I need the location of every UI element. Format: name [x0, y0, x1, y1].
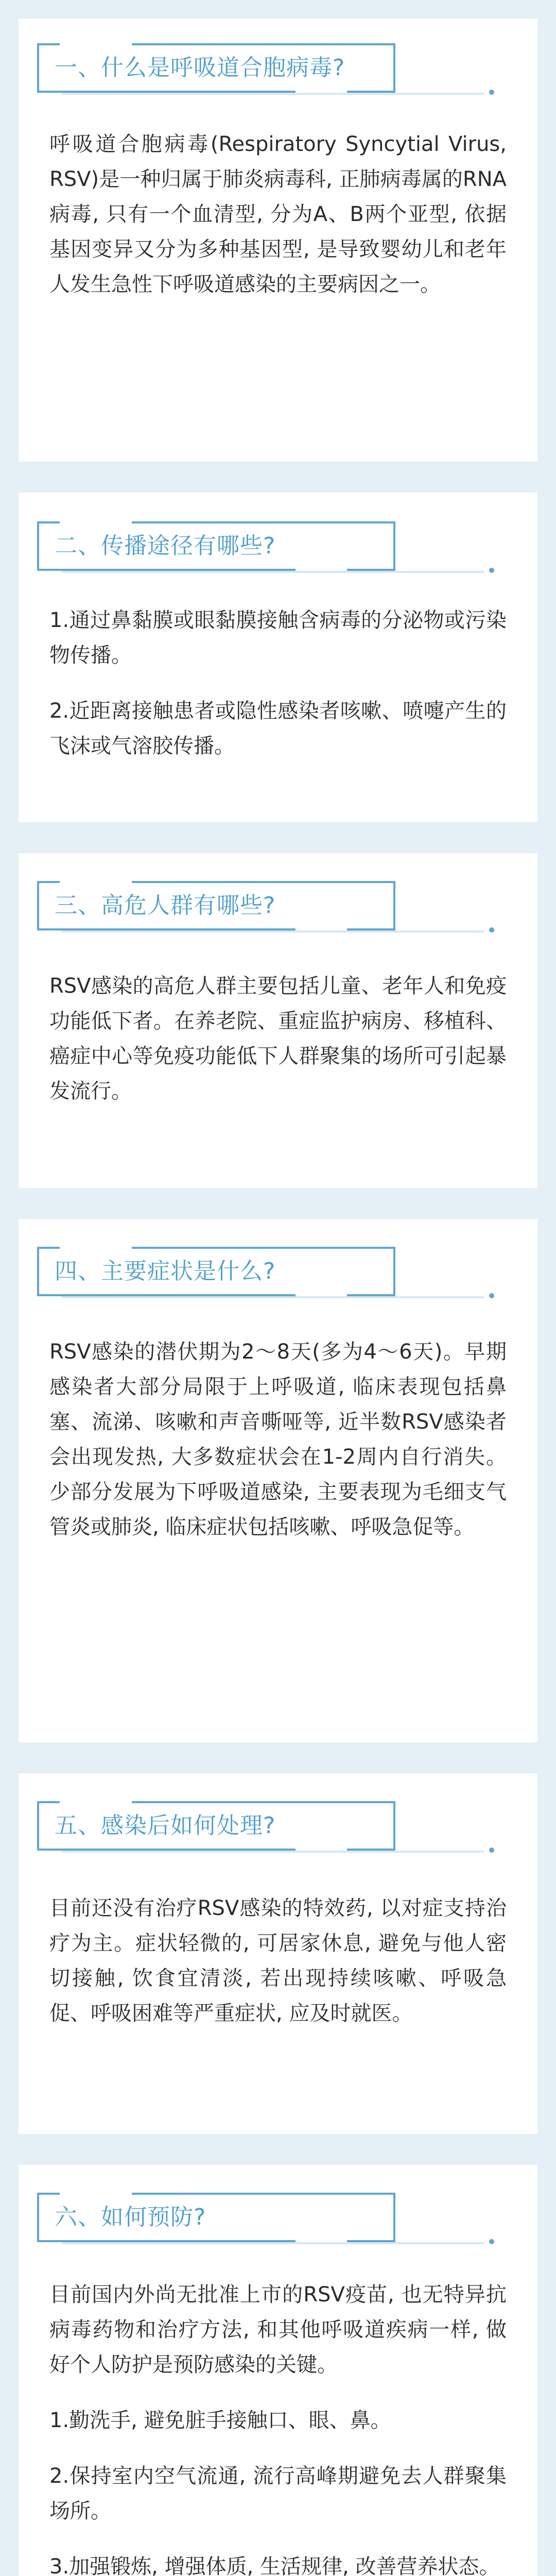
section-4-title: 四、主要症状是什么?	[55, 1258, 276, 1284]
section-4-body	[49, 1334, 507, 1545]
section-1-para-1: 呼吸道合胞病毒(Respiratory Syncytial Virus, RSV)是一种归属于肺炎病毒科, 正肺病毒属的RNA病毒, 只有一个血清型, 分为A、B两个亚型, 依据基因变异又分为多种基因型, 是导致婴幼儿和老年人发生急性下呼吸道感染的主要病因之一。	[49, 132, 507, 296]
section-2-body	[49, 603, 507, 764]
section-5-para-1: 目前还没有治疗RSV感染的特效药, 以对症支持治疗为主。症状轻微的, 可居家休息, 避免与他人密切接触, 饮食宜清淡, 若出现持续咳嗽、呼吸急促、呼吸困难等严重症状, 应及时就医。	[49, 1896, 507, 2025]
section-6-para-2: 1.勤洗手, 避免脏手接触口、眼、鼻。	[49, 2409, 391, 2432]
section-3-para-1: RSV感染的高危人群主要包括儿童、老年人和免疫功能低下者。在养老院、重症监护病房、移植科、癌症中心等免疫功能低下人群聚集的场所可引起暴发流行。	[49, 974, 507, 1103]
section-4-para-1: RSV感染的潜伏期为2～8天(多为4～6天)。早期感染者大部分局限于上呼吸道, 临床表现包括鼻塞、流涕、咳嗽和声音嘶哑等, 近半数RSV感染者会出现发热, 大多数症状会在1-2周内自行消失。少部分发展为下呼吸道感染, 主要表现为毛细支气管炎或肺炎, 临床症状包括咳嗽、呼吸急促等。	[49, 1340, 507, 1539]
section-3-title: 三、高危人群有哪些?	[55, 892, 276, 919]
section-3-title-box	[37, 881, 395, 930]
section-1-dot	[489, 90, 494, 95]
section-2-para-2: 2.近距离接触患者或隐性感染者咳嗽、喷嚏产生的飞沫或气溶胶传播。	[49, 699, 507, 758]
section-6-dot	[489, 2239, 494, 2244]
section-2-divider	[62, 571, 484, 573]
section-1-title-box	[37, 43, 395, 93]
section-6-para-4: 3.加强锻炼, 增强体质, 生活规律, 改善营养状态。	[49, 2555, 500, 2576]
section-5-body	[49, 1891, 507, 2031]
section-5-title-box	[37, 1801, 395, 1851]
section-6-title: 六、如何预防?	[55, 2204, 206, 2230]
section-6-para-1: 目前国内外尚无批准上市的RSV疫苗, 也无特异抗病毒药物和治疗方法, 和其他呼吸道疾病一样, 做好个人防护是预防感染的关键。	[49, 2283, 507, 2377]
section-5-dot	[489, 1848, 494, 1853]
section-4-divider	[62, 1296, 484, 1298]
section-1-divider	[62, 93, 484, 95]
section-3-dot	[489, 927, 494, 933]
section-6-title-box	[37, 2193, 395, 2242]
section-5-title: 五、感染后如何处理?	[55, 1812, 276, 1839]
section-2-dot	[489, 568, 494, 573]
section-6-para-3: 2.保持室内空气流通, 流行高峰期避免去人群聚集场所。	[49, 2464, 507, 2523]
section-3-body	[49, 969, 507, 1109]
section-4-title-box	[37, 1247, 395, 1296]
section-2-title: 二、传播途径有哪些?	[55, 533, 276, 559]
section-5-divider	[62, 1851, 484, 1853]
section-6-divider	[62, 2242, 484, 2244]
section-4-dot	[489, 1293, 494, 1298]
section-1-body	[49, 127, 507, 302]
section-1-title: 一、什么是呼吸道合胞病毒?	[55, 55, 345, 81]
section-2-title-box	[37, 521, 395, 571]
section-2-para-1: 1.通过鼻黏膜或眼黏膜接触含病毒的分泌物或污染物传播。	[49, 608, 507, 667]
section-3-divider	[62, 930, 484, 933]
section-6-body	[49, 2277, 507, 2576]
